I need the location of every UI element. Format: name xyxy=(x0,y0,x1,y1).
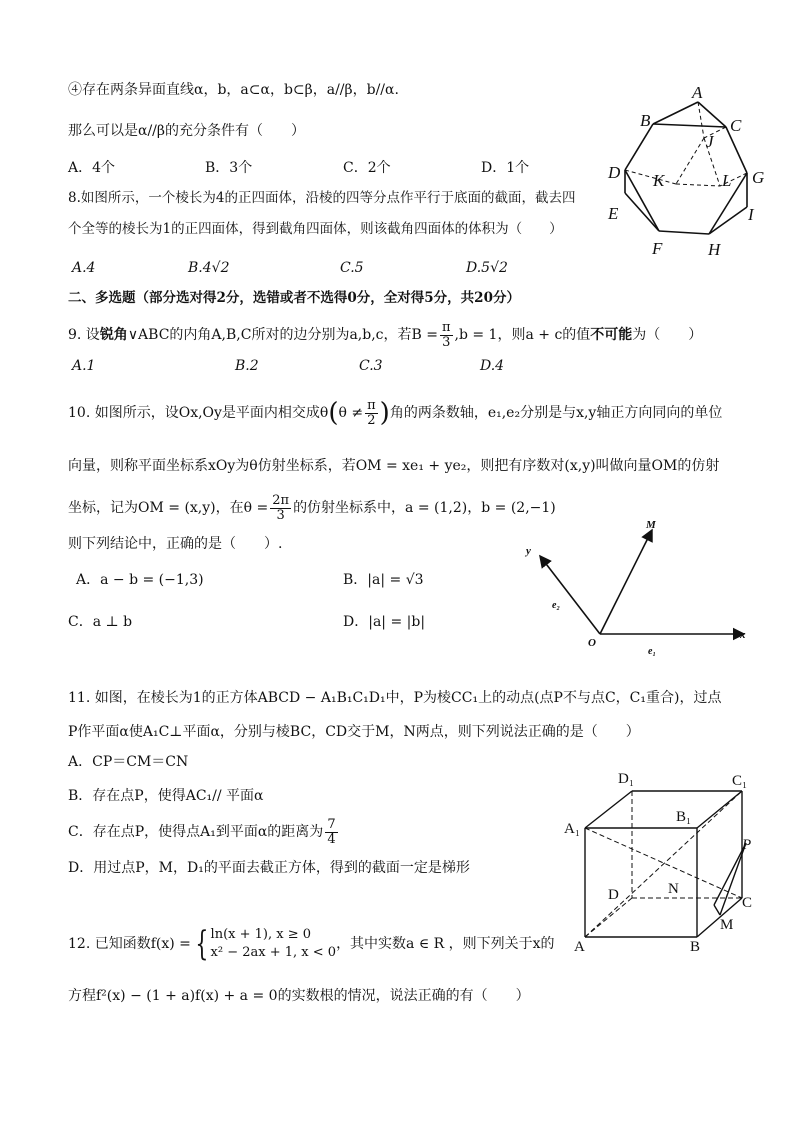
q7-question: 那么可以是α//β的充分条件有（ ） xyxy=(68,123,305,139)
q10-frac-den: 2 xyxy=(367,412,376,428)
label-P: P xyxy=(742,837,752,853)
truncated-tetrahedron-figure xyxy=(596,78,776,268)
q8-option-a: A.4 xyxy=(72,260,96,276)
q10-option-b: B．|a| = √3 xyxy=(343,572,424,588)
q12-case2: x² − 2ax + 1, x < 0 xyxy=(210,945,337,960)
label-e1: e₁ xyxy=(648,646,656,657)
label-M: M xyxy=(646,519,656,531)
q12-cases xyxy=(211,926,337,962)
q8-line2: 个全等的棱长为1的正四面体，得到截角四面体，则该截角四面体的体积为（ ） xyxy=(68,221,563,237)
hidden-edge xyxy=(676,138,704,184)
q7-option-d: D．1个 xyxy=(481,160,530,176)
q11-line2: P作平面α使A₁C⊥平面α，分别与棱BC，CD交于M，N两点，则下列说法正确的是（ ） xyxy=(68,724,640,740)
q11-option-d: D．用过点P，M，D₁的平面去截正方体，得到的截面一定是梯形 xyxy=(68,860,470,876)
q9-option-b: B.2 xyxy=(235,358,259,374)
q12-line1a: 12. 已知函数f(x) = xyxy=(68,936,191,952)
edge-MN xyxy=(714,905,720,915)
q10-line4: 则下列结论中，正确的是（ ）. xyxy=(68,536,283,552)
label-D: D xyxy=(608,163,621,182)
label-B1: B₁ xyxy=(676,809,692,825)
q9-frac-den: 3 xyxy=(442,334,451,350)
q11-line1: 11. 如图，在棱长为1的正方体ABCD − A₁B₁C₁D₁中，P为棱CC₁上的动点(点P不与点C，C₁重合)，过点 xyxy=(68,690,722,706)
q9-option-d: D.4 xyxy=(480,358,505,374)
edge xyxy=(653,102,698,124)
q10-fraction2 xyxy=(270,494,291,523)
q9-prefix: 9. 设 xyxy=(68,327,100,343)
q11-option-a: A．CP＝CM＝CN xyxy=(68,754,189,770)
label-A: A xyxy=(692,83,703,102)
q10-line1b: 角的两条数轴，e₁,e₂分别是与x,y轴正方向同向的单位 xyxy=(389,405,723,421)
edge xyxy=(659,231,709,234)
label-y: y xyxy=(526,545,531,557)
q10-paren-close: ) xyxy=(379,398,390,428)
q10-theta-cond: θ ≠ xyxy=(338,405,364,421)
label-x: x xyxy=(740,629,746,641)
label-O: O xyxy=(588,637,596,649)
label-e2: e₂ xyxy=(552,600,560,611)
edge xyxy=(698,102,726,127)
q9-option-a: A.1 xyxy=(72,358,96,374)
q10-line1 xyxy=(68,393,722,433)
label-A1: A₁ xyxy=(564,821,581,837)
edge xyxy=(709,207,747,234)
q9-suffix1: ,b = 1，则a + c的值 xyxy=(454,327,591,343)
q12-line1b: ，其中实数a ∈ R ，则下列关于x的 xyxy=(336,936,555,952)
cube-figure xyxy=(560,765,770,960)
q11-option-c xyxy=(68,814,340,850)
q9-not: 不可能 xyxy=(590,327,633,343)
q12-line2: 方程f²(x) − (1 + a)f(x) + a = 0的实数根的情况，说法正确的有（ ） xyxy=(68,988,530,1004)
q11-option-b: B．存在点P，使得AC₁// 平面α xyxy=(68,788,264,804)
label-K: K xyxy=(653,171,665,190)
q10-fraction xyxy=(365,399,378,428)
q11-c-frac-den: 4 xyxy=(327,831,336,847)
q10-option-d: D．|a| = |b| xyxy=(343,614,426,630)
q10-line3b: 的仿射坐标系中，a = (1,2)，b = (2,−1) xyxy=(293,500,556,516)
q10-line3a: 坐标，记为OM = (x,y)，在θ = xyxy=(68,500,269,516)
q9-fraction xyxy=(440,321,453,350)
label-E: E xyxy=(608,204,619,223)
edge xyxy=(585,791,632,828)
q10-option-c: C．a ⊥ b xyxy=(68,614,133,630)
q7-option-a: A．4个 xyxy=(68,160,116,176)
q11-c-fraction xyxy=(325,818,337,847)
q11-option-c-text: C．存在点P，使得点A₁到平面α的距离为 xyxy=(68,824,324,840)
y-axis xyxy=(540,556,600,634)
edge xyxy=(625,193,659,231)
label-M: M xyxy=(720,917,734,933)
diagonal-AC1 xyxy=(585,791,742,937)
q12-case1: ln(x + 1), x ≥ 0 xyxy=(210,927,312,942)
q10-frac-num: π xyxy=(367,397,376,413)
label-D1: D₁ xyxy=(618,771,635,787)
edge xyxy=(653,124,726,127)
label-A: A xyxy=(574,939,585,955)
hidden-edge xyxy=(585,898,632,937)
label-D: D xyxy=(608,887,619,903)
label-F: F xyxy=(652,239,663,258)
label-C1: C₁ xyxy=(732,773,748,789)
edge xyxy=(697,791,742,828)
q10-line2: 向量，则称平面坐标系xOy为θ仿射坐标系，若OM = xe₁ + ye₂，则把有序数对(x,y)叫做向量OM的仿射 xyxy=(68,458,720,474)
q10-paren: ( xyxy=(328,398,339,428)
label-B: B xyxy=(640,111,651,130)
q10-line3 xyxy=(68,490,556,526)
q10-frac2-num: 2π xyxy=(272,492,290,508)
q11-c-frac-num: 7 xyxy=(327,816,336,832)
q9-acute: 锐角 xyxy=(99,327,128,343)
label-L: L xyxy=(722,171,732,190)
q12-line1 xyxy=(68,922,555,966)
q8-option-d: D.5√2 xyxy=(466,260,508,276)
vector-OM xyxy=(600,530,652,634)
q12-brace: { xyxy=(195,924,209,964)
q8-option-c: C.5 xyxy=(340,260,364,276)
q10-option-a: A．a − b = (−1,3) xyxy=(76,572,204,588)
q10-frac2-den: 3 xyxy=(276,507,285,523)
label-J: J xyxy=(706,132,714,151)
q8-line1: 8.如图所示，一个棱长为4的正四面体，沿棱的四等分点作平行于底面的截面，截去四 xyxy=(68,190,576,206)
section-2-heading: 二、多选题（部分选对得2分，选错或者不选得0分，全对得5分，共20分） xyxy=(68,290,520,306)
edge xyxy=(625,124,653,170)
label-B: B xyxy=(690,939,701,955)
q7-item4: ④存在两条异面直线α，b，a⊂α，b⊂β，a//β，b//α. xyxy=(68,82,399,98)
label-G: G xyxy=(752,168,765,187)
label-N: N xyxy=(668,881,679,897)
q8-option-b: B.4√2 xyxy=(188,260,230,276)
q9-mid: ∨ABC的内角A,B,C所对的边分别为a,b,c，若B = xyxy=(127,327,438,343)
hidden-edge xyxy=(676,184,720,186)
q10-line1a: 10. 如图所示，设Ox,Oy是平面内相交成θ xyxy=(68,405,329,421)
label-C: C xyxy=(742,895,753,911)
q9-frac-num: π xyxy=(441,319,451,335)
q7-option-c: C．2个 xyxy=(343,160,391,176)
q9-option-c: C.3 xyxy=(359,358,383,374)
label-I: I xyxy=(748,205,754,224)
affine-axes-figure xyxy=(520,516,760,661)
q9-stem xyxy=(68,318,702,352)
hidden-edge xyxy=(625,170,676,184)
label-C: C xyxy=(730,116,742,135)
label-H: H xyxy=(708,240,721,259)
q7-option-b: B．3个 xyxy=(205,160,253,176)
q9-suffix2: 为（ ） xyxy=(632,327,703,343)
